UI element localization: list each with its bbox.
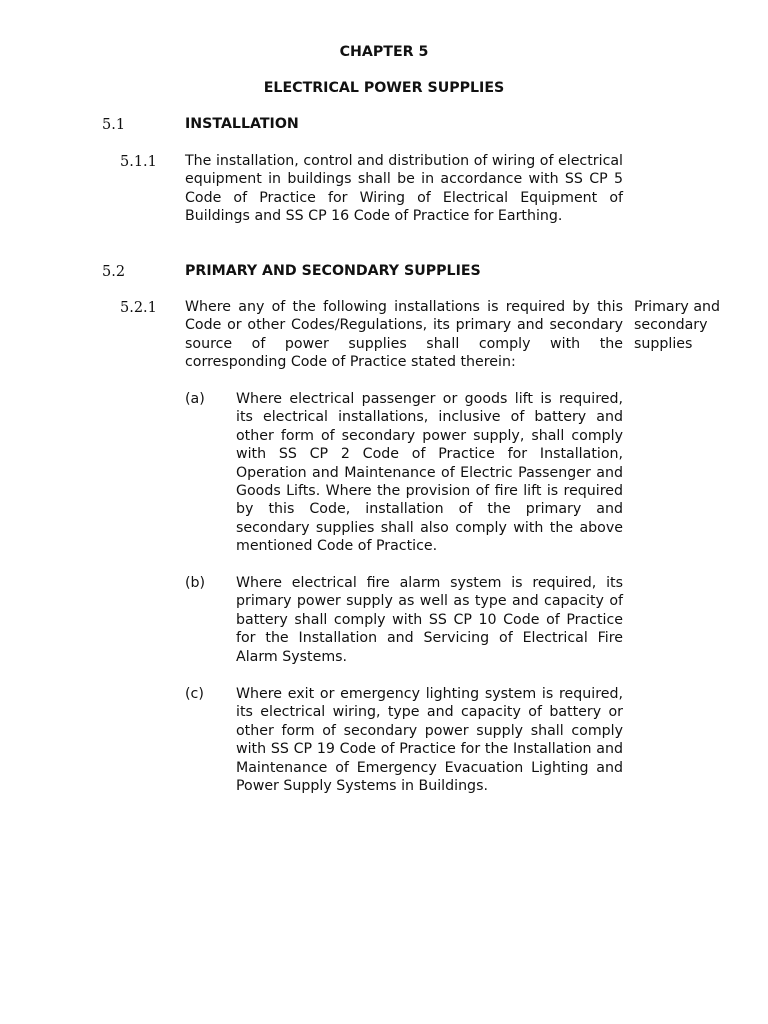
item-text: Where electrical fire alarm system is required, its primary power supply as well as type and capacity of battery shall comply with SS CP 10 Code of Practice for the Installation and Servicing of Electrical Fire Alarm Systems. xyxy=(236,575,623,665)
section-number: 5.1 xyxy=(102,117,126,133)
item-text: Where exit or emergency lighting system is required, its electrical wiring, type and capacity of battery or other form of secondary power supply shall comply with SS CP 19 Code of Practice for the Installation and Maintenance of Emergency Evacuation Lighting and Power Supply Systems in Buildings. xyxy=(236,686,623,795)
clause-number: 5.2.1 xyxy=(120,300,157,316)
margin-note: Primary and secondary supplies xyxy=(634,299,721,352)
item-text: Where electrical passenger or goods lift is required, its electrical installations, inclusive of battery and other form of secondary power supply, shall comply with SS CP 2 Code of Practice for Installation, Operation and Maintenance of Electric Passenger and Goods Lifts. Where the provision of fire lift is required by this Code, installation of the primary and secondary supplies shall also comply with the above mentioned Code of Practice. xyxy=(236,391,623,555)
section-heading: INSTALLATION xyxy=(185,116,299,132)
section-number: 5.2 xyxy=(102,264,126,280)
item-label: (b) xyxy=(185,575,206,591)
chapter-subtitle: ELECTRICAL POWER SUPPLIES xyxy=(263,80,505,96)
clause-text: Where any of the following installations is required by this Code or other Codes/Regulations, its primary and secondary source of power supplies shall comply with the corresponding Code of Practice stated therein: xyxy=(185,299,623,371)
clause-text: The installation, control and distribution of wiring of electrical equipment in buildings shall be in accordance with SS CP 5 Code of Practice for Wiring of Electrical Equipment of Buildings and SS CP 16 Code of Practice for Earthing. xyxy=(185,153,623,225)
clause-number: 5.1.1 xyxy=(120,154,157,170)
section-heading: PRIMARY AND SECONDARY SUPPLIES xyxy=(185,263,481,279)
item-label: (c) xyxy=(185,686,204,702)
item-label: (a) xyxy=(185,391,205,407)
chapter-title: CHAPTER 5 xyxy=(339,44,429,60)
